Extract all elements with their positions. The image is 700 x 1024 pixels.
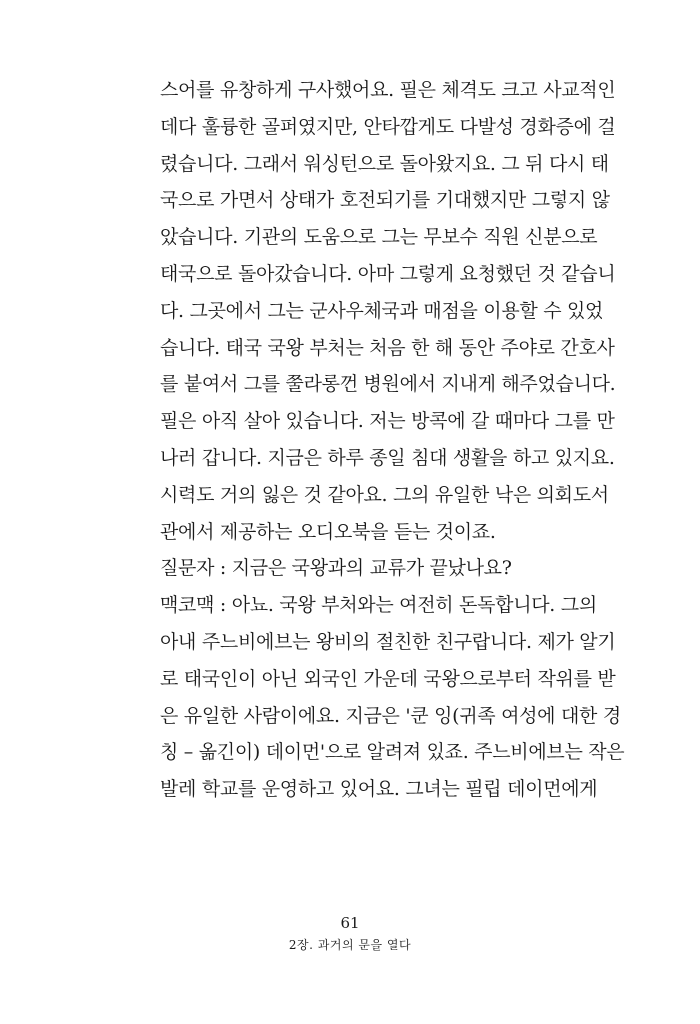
body-line: 태국으로 돌아갔습니다. 아마 그렇게 요청했던 것 같습니 [160,262,616,285]
body-line: 필은 아직 살아 있습니다. 저는 방콕에 갈 때마다 그를 만 [160,410,615,433]
body-line: 를 붙여서 그를 쭐라롱껀 병원에서 지내게 해주었습니다. [160,373,616,396]
body-line: 나러 갑니다. 지금은 하루 종일 침대 생활을 하고 있지요. [160,446,615,469]
body-line: 렸습니다. 그래서 워싱턴으로 돌아왔지요. 그 뒤 다시 태 [160,152,609,175]
page-number: 61 [340,914,360,932]
body-line: 국으로 가면서 상태가 호전되기를 기대했지만 그렇지 않 [160,189,610,212]
body-line: 아내 주느비에브는 왕비의 절친한 친구랍니다. 제가 알기 [160,630,616,653]
body-line: 칭 – 옮긴이) 데이먼'으로 알려져 있죠. 주느비에브는 작은 [160,741,625,764]
body-line: 다. 그곳에서 그는 군사우체국과 매점을 이용할 수 있었 [160,299,604,322]
interview-question-line: 질문자 : 지금은 국왕과의 교류가 끝났나요? [160,557,512,580]
body-line: 은 유일한 사람이에요. 지금은 '쿤 잉(귀족 여성에 대한 경 [160,704,621,727]
body-line: 았습니다. 기관의 도움으로 그는 무보수 직원 신분으로 [160,226,598,249]
body-line: 데다 훌륭한 골퍼였지만, 안타깝게도 다발성 경화증에 걸 [160,115,616,138]
running-footer-chapter-title: 2장. 과거의 문을 열다 [288,938,412,952]
body-line: 스어를 유창하게 구사했어요. 필은 체격도 크고 사교적인 [160,79,616,101]
body-line: 습니다. 태국 국왕 부처는 처음 한 해 동안 주야로 간호사 [160,336,615,359]
page-body [160,72,625,808]
body-line: 관에서 제공하는 오디오북을 듣는 것이죠. [160,520,496,543]
interview-answer-line: 맥코맥 : 아뇨. 국왕 부처와는 여전히 돈독합니다. 그의 [160,594,597,617]
body-line: 발레 학교를 운영하고 있어요. 그녀는 필립 데이먼에게 [160,778,598,801]
body-line: 로 태국인이 아닌 외국인 가운데 국왕으로부터 작위를 받 [160,667,616,690]
body-line: 시력도 거의 잃은 것 같아요. 그의 유일한 낙은 의회도서 [160,483,609,506]
